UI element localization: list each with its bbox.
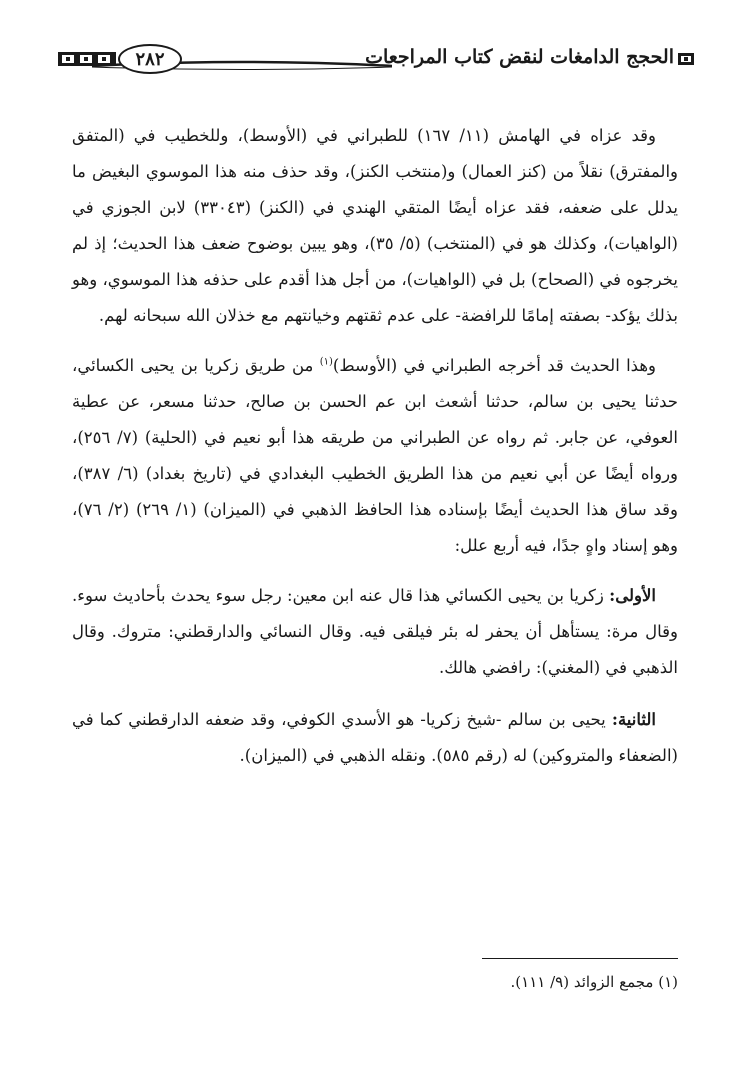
page-number: ٢٨٢ (118, 44, 182, 74)
header-ornament-icon (678, 53, 694, 65)
running-title: الحجج الدامغات لنقض كتاب المراجعات (365, 46, 674, 68)
body-text (72, 118, 678, 788)
paragraph-text: من طريق زكريا بن يحيى الكسائي، حدثنا يحيى بن سالم، حدثنا أشعث ابن عم الحسن بن صالح، حدثنا مسعر، عن عطية العوفي، عن جابر. ثم رواه عن الطبراني من طريقه هذا أبو نعيم في (الحلية) (٧/ ٢٥٦)، ورواه أيضًا عن أبي نعيم من هذا الطريق الخطيب البغدادي في (تاريخ بغداد) (٦/ ٣٨٧)، وقد ساق هذا الحديث أيضًا بإسناده هذا الحافظ الذهبي في (الميزان) (١/ ٢٦٩) (٢/ ٧٦)، وهو إسناد واهٍ جدًا، فيه أربع علل: (72, 356, 679, 555)
paragraph-text: يحيى بن سالم -شيخ زكريا- هو الأسدي الكوفي، وقد ضعفه الدارقطني كما في (الضعفاء والمتروكين) له (رقم ٥٨٥). ونقله الذهبي في (الميزان). (72, 710, 678, 765)
paragraph-text: وهذا الحديث قد أخرجه الطبراني في (الأوسط) (332, 356, 657, 375)
paragraph: وقد عزاه في الهامش (١١/ ١٦٧) للطبراني في (الأوسط)، وللخطيب في (المتفق والمفترق) نقلاً من (كنز العمال) و(منتخب الكنز)، وقد حذف منه هذا الموسوي البغيض ما يدلل على ضعفه، فقد عزاه أيضًا المتقي الهندي في (الكنز) (٣٣٠٤٣) لابن الجوزي في (الواهيات)، وكذلك هو في (المنتخب) (٥/ ٣٥)، وهو يبين بوضوح ضعف هذا الحديث؛ إذ لم يخرجوه في (الصحاح) بل في (الواهيات)، من أجل هذا أقدم على حذفه هذا الموسوي، وهو بذلك يؤكد- بصفته إمامًا للرافضة- على عدم ثقتهم وخيانتهم مع خذلان الله سبحانه لهم. (72, 126, 679, 325)
paragraph (72, 578, 678, 686)
point-label: الأولى: (609, 586, 656, 605)
paragraph-text: زكريا بن يحيى الكسائي هذا قال عنه ابن معين: رجل سوء يحدث بأحاديث سوء. وقال مرة: يستأهل أن يحفر له بئر فيلقى فيه. وقال النسائي والدارقطني: متروك. وقال الذهبي في (المغني): رافضي هالك. (72, 586, 678, 677)
header-ornament-icon (58, 51, 116, 67)
page-header (58, 38, 692, 78)
footnote-divider (482, 958, 678, 959)
point-label: الثانية: (611, 710, 656, 729)
footnote-marker: (١) (319, 356, 333, 368)
paragraph (72, 348, 678, 564)
footnote: (١) مجمع الزوائد (٩/ ١١١). (510, 973, 678, 991)
paragraph (72, 702, 678, 774)
